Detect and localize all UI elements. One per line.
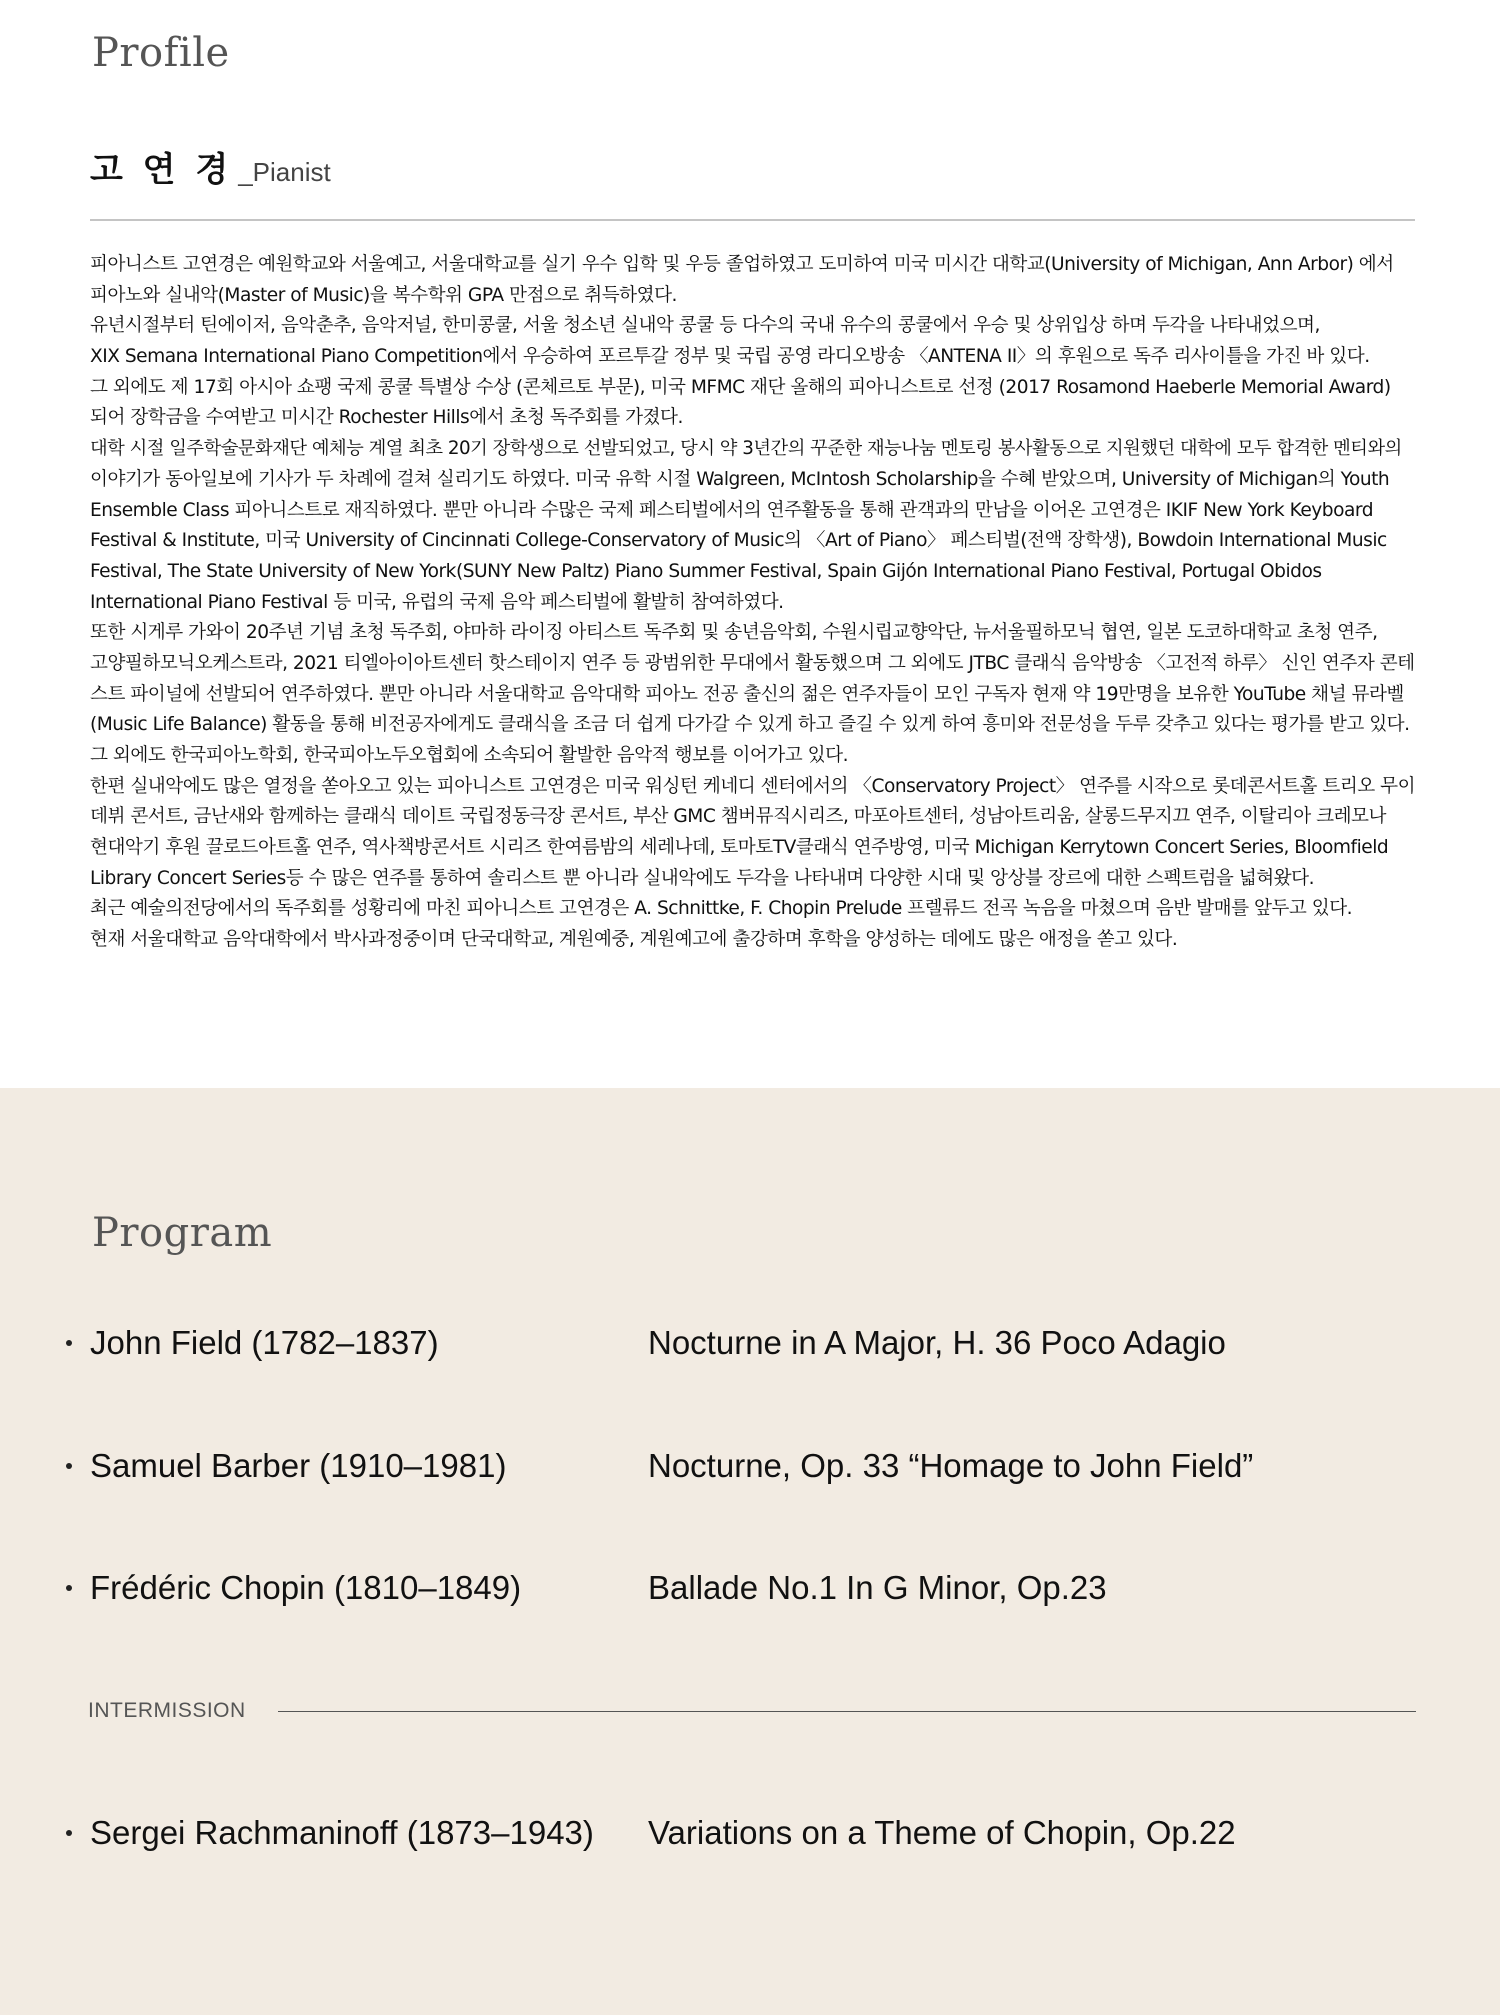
bio-line: 되어 장학금을 수여받고 미시간 Rochester Hills에서 초청 독주회를 가졌다. [90,407,683,429]
composer-name: Frédéric Chopin (1810–1849) [90,1569,522,1606]
bio-line: 그 외에도 한국피아노학회, 한국피아노두오협회에 소속되어 활발한 음악적 행보를 이어가고 있다. [90,745,848,766]
bio-line: Festival, The State University of New York(SUNY New Paltz) Piano Summer Festival, Spain Gijón International Piano Festival, Portugal Obidos [90,560,1322,582]
bullet-icon [66,1340,72,1346]
intermission-divider [88,1696,1416,1726]
bio-line: XIX Semana International Piano Competition에서 우승하여 포르투갈 정부 및 국립 공영 라디오방송 〈ANTENA II〉의 후원으로 독주 리사이틀을 가진 바 있다. [90,346,1370,368]
bio-line: 최근 예술의전당에서의 독주회를 성황리에 마친 피아니스트 고연경은 A. Schnittke, F. Chopin Prelude 프렐류드 전곡 녹음을 마쳤으며 음반 발매를 앞두고 있다. [90,898,1353,920]
program-section [0,1088,1500,2015]
work-title: Variations on a Theme of Chopin, Op.22 [648,1814,1236,1851]
program-item [0,1810,1500,1860]
bio-line: 고양필하모닉오케스트라, 2021 티엘아이아트센터 핫스테이지 연주 등 광범위한 무대에서 활동했으며 그 외에도 JTBC 클래식 음악방송 〈고전적 하루〉 신인 연주자 콘테 [90,652,1415,674]
intermission-label: INTERMISSION [88,1699,246,1722]
bio-line: 스트 파이널에 선발되어 연주하였다. 뿐만 아니라 서울대학교 음악대학 피아노 전공 출신의 젊은 연주자들이 모인 구독자 현재 약 19만명을 보유한 YouTube 채널 뮤라벨 [90,683,1404,705]
composer-name: Sergei Rachmaninoff (1873–1943) [90,1814,594,1851]
bullet-icon [66,1463,72,1469]
bio-line: Festival & Institute, 미국 University of Cincinnati College-Conservatory of Music의 〈Art of Piano〉 페스티벌(전액 장학생), Bowdoin International Music [90,530,1387,552]
work-title: Ballade No.1 In G Minor, Op.23 [648,1569,1107,1606]
program-item [0,1565,1500,1615]
bio-line: Library Concert Series등 수 많은 연주를 통하여 솔리스트 뿐 아니라 실내악에도 두각을 나타내며 다양한 시대 및 앙상블 장르에 대한 스펙트럼을 넓혀왔다. [90,867,1315,889]
bio-line: International Piano Festival 등 미국, 유럽의 국제 음악 페스티벌에 활발히 참여하였다. [90,591,784,613]
composer-name: Samuel Barber (1910–1981) [90,1447,507,1484]
program-item [0,1320,1500,1370]
bio-line: 또한 시게루 가와이 20주년 기념 초청 독주회, 야마하 라이징 아티스트 독주회 및 송년음악회, 수원시립교향악단, 뉴서울필하모닉 협연, 일본 도코하대학교 초청 연주, [90,622,1378,644]
pianist-name-line [90,142,331,191]
bio-line: 피아니스트 고연경은 예원학교와 서울예고, 서울대학교를 실기 우수 입학 및 우등 졸업하였고 도미하여 미국 미시간 대학교(University of Michigan, Ann Arbor) 에서 [90,254,1394,275]
work-title: Nocturne in A Major, H. 36 Poco Adagio [648,1324,1226,1361]
bio-line: 현재 서울대학교 음악대학에서 박사과정중이며 단국대학교, 계원예중, 계원예고에 출강하며 후학을 양성하는 데에도 많은 애정을 쏟고 있다. [90,929,1178,951]
bio-line: 이야기가 동아일보에 기사가 두 차례에 걸쳐 실리기도 하였다. 미국 유학 시절 Walgreen, McIntosh Scholarship을 수혜 받았으며, University of Michigan의 Youth [90,468,1390,490]
intermission-line [278,1711,1416,1712]
biography-text [90,250,1416,956]
bio-line: 대학 시절 일주학술문화재단 예체능 계열 최초 20기 장학생으로 선발되었고, 당시 약 3년간의 꾸준한 재능나눔 멘토링 봉사활동으로 지원했던 대학에 모두 합격한 멘티와의 [90,438,1402,460]
profile-heading: Profile [92,30,230,76]
composer-name: John Field (1782–1837) [90,1324,439,1361]
bullet-icon [66,1585,72,1591]
pianist-name: 고 연 경 [90,150,233,190]
bio-line: 한편 실내악에도 많은 열정을 쏟아오고 있는 피아니스트 고연경은 미국 워싱턴 케네디 센터에서의 〈Conservatory Project〉 연주를 시작으로 롯데콘서트홀 트리오 무이 [90,775,1416,797]
bio-line: 그 외에도 제 17회 아시아 쇼팽 국제 콩쿨 특별상 수상 (콘체르토 부문), 미국 MFMC 재단 올해의 피아니스트로 선정 (2017 Rosamond Haeberle Memorial Award) [90,376,1391,398]
profile-divider [90,219,1415,221]
bio-line: 데뷔 콘서트, 금난새와 함께하는 클래식 데이트 국립정동극장 콘서트, 부산 GMC 챔버뮤직시리즈, 마포아트센터, 성남아트리움, 살롱드무지끄 연주, 이탈리아 크레모나 [90,806,1386,828]
pianist-role: _Pianist [238,157,331,187]
bullet-icon [66,1830,72,1836]
program-heading: Program [92,1210,273,1256]
bio-line: (Music Life Balance) 활동을 통해 비전공자에게도 클래식을 조금 더 쉽게 다가갈 수 있게 하고 즐길 수 있게 하여 흥미와 전문성을 두루 갖추고 있다는 평가를 받고 있다. [90,714,1410,736]
bio-line: 피아노와 실내악(Master of Music)을 복수학위 GPA 만점으로 취득하였다. [90,284,677,306]
work-title: Nocturne, Op. 33 “Homage to John Field” [648,1447,1254,1484]
bio-line: 유년시절부터 틴에이저, 음악춘추, 음악저널, 한미콩쿨, 서울 청소년 실내악 콩쿨 등 다수의 국내 유수의 콩쿨에서 우승 및 상위입상 하며 두각을 나타내었으며, [90,315,1320,337]
bio-line: Ensemble Class 피아니스트로 재직하였다. 뿐만 아니라 수많은 국제 페스티벌에서의 연주활동을 통해 관객과의 만남을 이어온 고연경은 IKIF New York Keyboard [90,499,1374,521]
program-item [0,1443,1500,1493]
bio-line: 현대악기 후원 끌로드아트홀 연주, 역사책방콘서트 시리즈 한여름밤의 세레나데, 토마토TV클래식 연주방영, 미국 Michigan Kerrytown Concert Series, Bloomfield [90,837,1389,859]
